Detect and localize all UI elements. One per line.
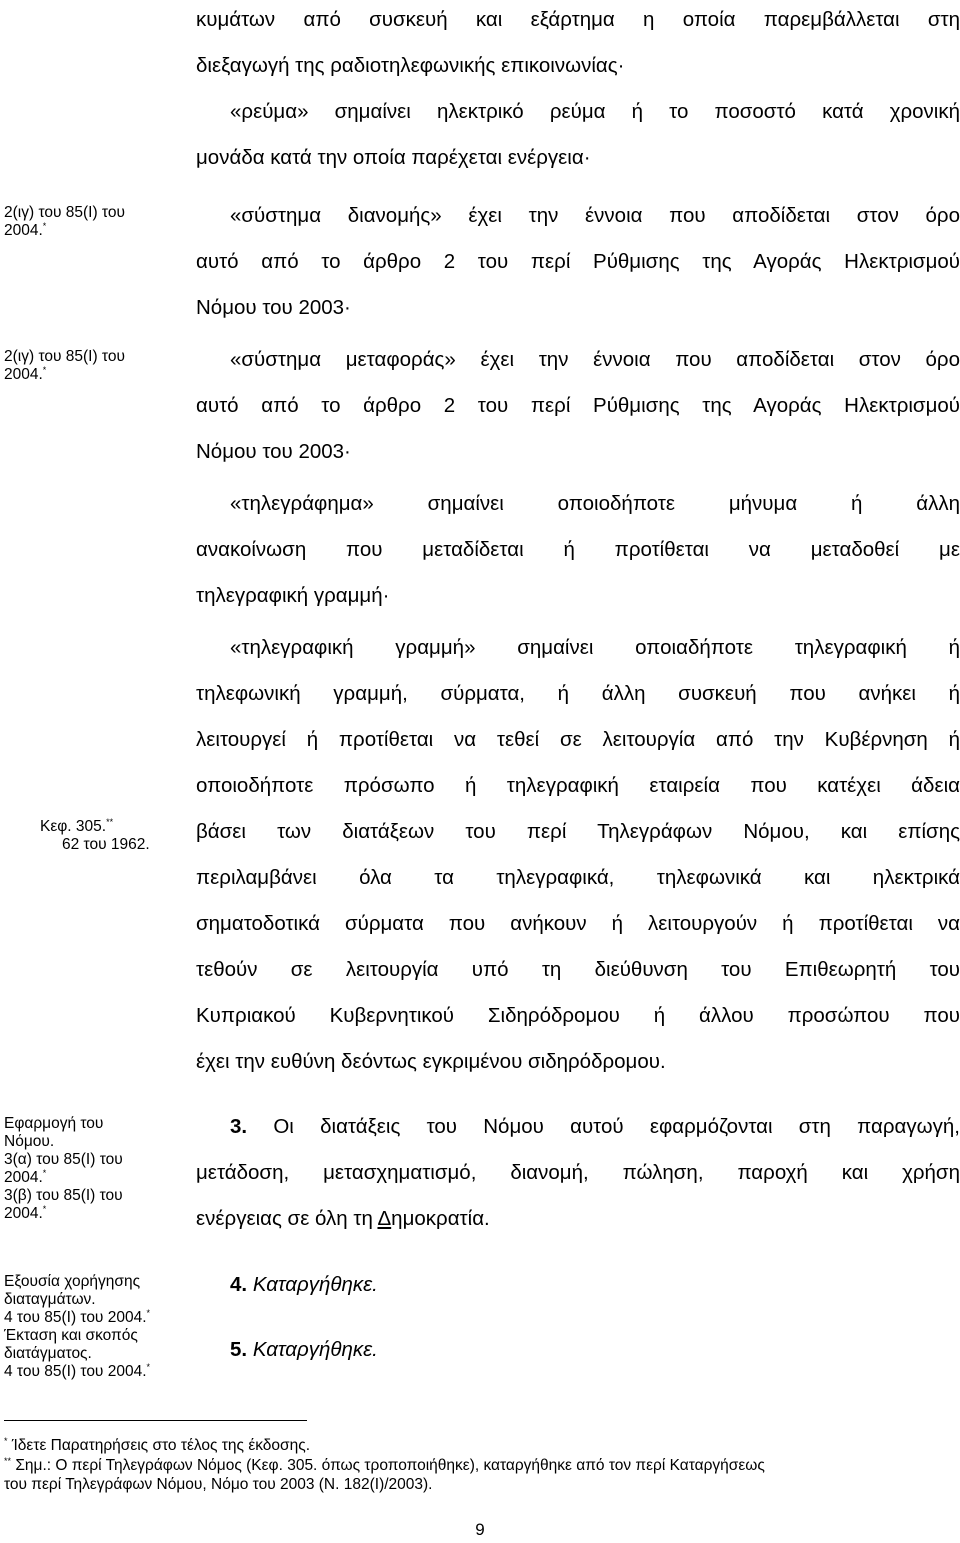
text-line: Νόμου του 2003· bbox=[196, 440, 351, 463]
repealed-label: Καταργήθηκε. bbox=[252, 1338, 378, 1361]
text-line: «τηλεγράφημα» σημαίνει οποιοδήποτε μήνυμα ή άλλη bbox=[230, 492, 960, 515]
text-line: «τηλεγραφική γραμμή» σημαίνει οποιαδήποτε τηλεγραφική ή bbox=[230, 636, 960, 659]
text-line: έχει την ευθύνη δεόντως εγκριμένου σιδηρόδρομου. bbox=[196, 1050, 666, 1073]
text-line bbox=[196, 1327, 960, 1373]
footnote-marker: * bbox=[42, 1204, 47, 1214]
page-number: 9 bbox=[475, 1520, 485, 1539]
text-line: σηματοδοτικά σύρματα που ανήκουν ή λειτουργούν ή προτίθεται να bbox=[196, 912, 960, 935]
underlined-letter: Δ bbox=[377, 1207, 392, 1230]
text-line: τηλεφωνική γραμμή, σύρματα, ή άλλη συσκευή που ανήκει ή bbox=[196, 682, 960, 705]
text-line: τεθούν σε λειτουργία υπό τη διεύθυνση του Επιθεωρητή του bbox=[196, 958, 960, 981]
text-line: Κυπριακού Κυβερνητικού Σιδηρόδρομου ή άλλου προσώπου που bbox=[196, 1004, 960, 1027]
footnote-2: ** Σημ.: Ο περί Τηλεγράφων Νόμος (Κεφ. 305. όπως τροποποιήθηκε), καταργήθηκε από τον περί Καταργήσεως του περί Τηλεγράφων Νόμου, Νόμο του 2003 (Ν. 182(Ι)/2003). bbox=[4, 1456, 765, 1493]
margin-heading: Έκταση και σκοπός bbox=[4, 1327, 138, 1344]
footnote-1: * Ίδετε Παρατηρήσεις στο τέλος της έκδοσης. bbox=[4, 1436, 311, 1454]
footnote-marker: * bbox=[42, 221, 47, 231]
text-line: αυτό από το άρθρο 2 του περί Ρύθμισης της Αγοράς Ηλεκτρισμού bbox=[196, 394, 960, 417]
text-line bbox=[196, 1104, 960, 1150]
margin-note bbox=[40, 818, 150, 854]
footnote-marker: * bbox=[146, 1308, 151, 1318]
margin-text: 2004.* bbox=[4, 1204, 47, 1222]
section-number: 3. bbox=[230, 1115, 248, 1138]
footnote-marker: * bbox=[146, 1362, 151, 1372]
text-line: οποιοδήποτε πρόσωπο ή τηλεγραφική εταιρεία που κατέχει άδεια bbox=[196, 774, 960, 797]
margin-text: 62 του 1962. bbox=[62, 836, 150, 853]
text-line bbox=[196, 1196, 960, 1242]
section-3 bbox=[196, 1104, 960, 1242]
footnote-marker: ** bbox=[106, 817, 114, 827]
margin-heading: Εφαρμογή του bbox=[4, 1115, 104, 1132]
margin-text: 2004.* bbox=[4, 365, 47, 383]
margin-heading: Εξουσία χορήγησης bbox=[4, 1273, 141, 1290]
text-line: «ρεύμα» σημαίνει ηλεκτρικό ρεύμα ή το ποσοστό κατά χρονική bbox=[230, 100, 960, 123]
paragraph-radio-interference bbox=[196, 0, 960, 89]
text-fragment: ημοκρατία. bbox=[391, 1207, 490, 1230]
margin-note bbox=[4, 204, 125, 240]
margin-text: Κεφ. 305.** bbox=[40, 817, 114, 835]
text-line: βάσει των διατάξεων του περί Τηλεγράφων Νόμου, και επίσης bbox=[196, 820, 960, 843]
text-line: «σύστημα διανομής» έχει την έννοια που αποδίδεται στον όρο bbox=[230, 204, 960, 227]
margin-note bbox=[4, 1115, 123, 1223]
text-line: «σύστημα μεταφοράς» έχει την έννοια που αποδίδεται στον όρο bbox=[230, 348, 960, 371]
footnote-marker: ** bbox=[4, 1456, 12, 1466]
text-line: μετάδοση, μετασχηματισμό, διανομή, πώληση, παροχή και χρήση bbox=[196, 1161, 960, 1184]
paragraph-transmission-system bbox=[196, 337, 960, 475]
section-text: Οι διατάξεις του Νόμου αυτού εφαρμόζονται στη παραγωγή, bbox=[273, 1115, 960, 1138]
margin-text: 4 του 85(Ι) του 2004.* bbox=[4, 1362, 151, 1380]
section-5 bbox=[196, 1327, 960, 1373]
repealed-label: Καταργήθηκε. bbox=[252, 1273, 378, 1296]
text-line: Νόμου του 2003· bbox=[196, 296, 351, 319]
footnote-marker: * bbox=[42, 365, 47, 375]
footnotes bbox=[4, 1436, 960, 1495]
margin-note bbox=[4, 348, 125, 384]
paragraph-distribution-system bbox=[196, 193, 960, 331]
footnote-separator bbox=[4, 1420, 307, 1421]
margin-text: 2004.* bbox=[4, 221, 47, 239]
margin-note bbox=[4, 1273, 150, 1381]
text-line: διεξαγωγή της ραδιοτηλεφωνικής επικοινωνίας· bbox=[196, 54, 625, 77]
text-line: περιλαμβάνει όλα τα τηλεγραφικά, τηλεφωνικά και ηλεκτρικά bbox=[196, 866, 960, 889]
margin-text: 2004.* bbox=[4, 1168, 47, 1186]
section-number: 4. bbox=[230, 1273, 248, 1296]
footnote-marker: * bbox=[42, 1168, 47, 1178]
margin-text: 3(α) του 85(Ι) του bbox=[4, 1151, 123, 1168]
margin-heading: Νόμου. bbox=[4, 1133, 55, 1150]
margin-heading: διαταγμάτων. bbox=[4, 1291, 96, 1308]
paragraph-current-definition bbox=[196, 89, 960, 181]
section-number: 5. bbox=[230, 1338, 248, 1361]
text-line: ανακοίνωση που μεταδίδεται ή προτίθεται να μεταδοθεί με bbox=[196, 538, 960, 561]
text-fragment: ενέργειας σε όλη τη bbox=[196, 1207, 378, 1230]
paragraph-telegraph-line-definition bbox=[196, 625, 960, 1085]
text-line bbox=[196, 1262, 960, 1308]
text-line: λειτουργεί ή προτίθεται να τεθεί σε λειτουργία από την Κυβέρνηση ή bbox=[196, 728, 960, 751]
footnote-marker: * bbox=[4, 1436, 8, 1446]
text-line: μονάδα κατά την οποία παρέχεται ενέργεια· bbox=[196, 146, 591, 169]
margin-text: 3(β) του 85(Ι) του bbox=[4, 1187, 123, 1204]
paragraph-telegram-definition bbox=[196, 481, 960, 619]
text-line: τηλεγραφική γραμμή· bbox=[196, 584, 390, 607]
margin-text: 4 του 85(Ι) του 2004.* bbox=[4, 1308, 151, 1326]
section-4 bbox=[196, 1262, 960, 1308]
text-line: αυτό από το άρθρο 2 του περί Ρύθμισης της Αγοράς Ηλεκτρισμού bbox=[196, 250, 960, 273]
margin-text: 2(ιγ) του 85(Ι) του bbox=[4, 348, 125, 365]
margin-text: 2(ιγ) του 85(Ι) του bbox=[4, 204, 125, 221]
text-line: κυμάτων από συσκευή και εξάρτημα η οποία παρεμβάλλεται στη bbox=[196, 8, 960, 31]
margin-heading: διατάγματος. bbox=[4, 1345, 92, 1362]
